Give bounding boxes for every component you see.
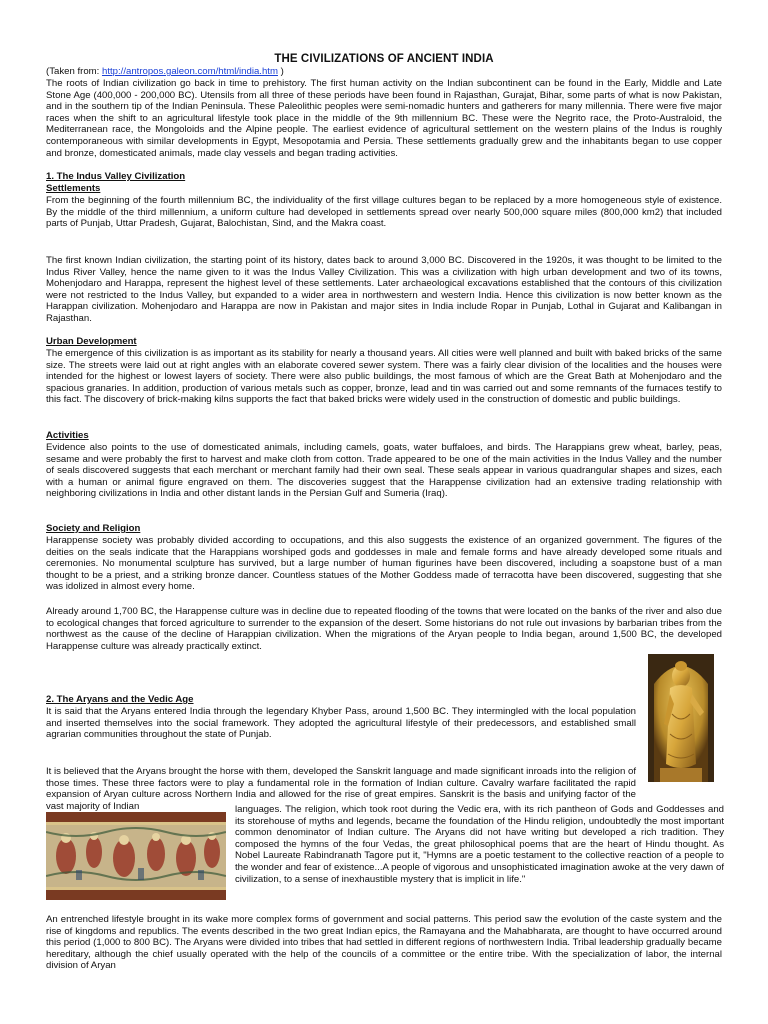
source-line <box>46 66 722 78</box>
settlements-paragraph-2: The first known Indian civilization, the starting point of its history, dates back to around 3,000 BC. Discovered in the 1920s, it was thought to be limited to the Indus River Valley, hence the name given to it was the Indus Valley Civilization. This was a civilization with high urban development and two of its towns, Mohenjodaro and Harappa, represent the highest level of these settlements. Later archaeological excavations established that the contours of this civilization were not restricted to the Indus Valley, but expanded to a wider area in northwestern and western India. Hence this civilization is now better known as the Harappan civilization. Mohenjodaro and Harappa are now in Pakistan and major sites in India include Ropar in Punjab, Lothal in Gujarat and Kalibangan in Rajasthan. <box>46 255 722 324</box>
urban-heading <box>46 336 137 348</box>
aryans-paragraph-1: It is said that the Aryans entered India through the legendary Khyber Pass, around 1,500 BC. They intermingled with the local population and inserted themselves into the social framework. They adopted the agricultural lifestyle of their predecessors, and established small agrarian communities throughout the state of Punjab. <box>46 706 636 741</box>
activities-paragraph: Evidence also points to the use of domesticated animals, including camels, goats, water buffaloes, and birds. The Harappians grew wheat, barley, peas, sesame and were probably the first to harvest and make cloth from cotton. Trade appeared to be one of the main activities in the Indus Valley and the number of seals discovered suggests that each merchant or merchant family had their own seal. These seals appear in various quadrangular shapes and sizes, each with a human or animal figure engraved on them. The discoveries suggest that the Harappense civilization had an extensive trading relationship with neighboring civilizations in India and other distant lands in the Persian Gulf and Sumeria (Iraq). <box>46 442 722 500</box>
entrenched-paragraph: An entrenched lifestyle brought in its wake more complex forms of government and social patterns. This period saw the evolution of the caste system and the rise of kingdoms and republics. The events described in the two great Indian epics, the Ramayana and the Mahabharata, are thought to have occurred around this period (1,000 to 800 BC). The Aryans were divided into tribes that had settled in different regions of northwestern India. Tribal leadership gradually became hereditary, although the chief usually operated with the help of the councils of a committee or the entire tribe. With the specialization of labor, the internal division of Aryan <box>46 914 722 972</box>
society-paragraph: Harappense society was probably divided according to occupations, and this also suggests the existence of an organized government. The figures of the deities on the seals indicate that the Harappians worshiped gods and goddesses in male and female forms and have already developed some rituals and ceremonies. No monumental sculpture has survived, but a large number of human figurines have been discovered, including a soapstone bust of a man thought to be a priest, and a striking bronze dancer. Countless statues of the Mother Goddess made of terracotta have been discovered, suggesting that she was idolized in almost every home. <box>46 535 722 593</box>
buddha-statue-graphic <box>648 654 714 782</box>
activities-heading <box>46 430 89 442</box>
urban-heading-text: Urban Development <box>46 336 137 347</box>
settlements-heading <box>46 183 100 195</box>
aryans-paragraph-2-top: It is believed that the Aryans brought the horse with them, developed the Sanskrit language and made significant inroads into the religion of those times. These three factors were to play a fundamental role in the formation of Indian culture. Cavalry warfare facilitated the rapid expansion of Aryan culture across Northern India and allowed for the rise of great empires. Sanskrit is the basis and unifying factor of the vast majority of Indian <box>46 766 636 812</box>
settlements-heading-text: Settlements <box>46 183 101 194</box>
section1-heading <box>46 171 185 183</box>
activities-heading-text: Activities <box>46 430 89 441</box>
society-heading-text: Society and Religion <box>46 523 141 534</box>
society-heading <box>46 523 140 535</box>
painted-panel-image <box>46 812 226 900</box>
settlements-paragraph-1: From the beginning of the fourth millennium BC, the individuality of the first village cultures began to be replaced by a more homogeneous style of existence. By the middle of the third millennium, a uniform culture had developed in settlements spread over nearly 500,000 square miles (800,000 km2) that included parts of Punjab, Uttar Pradesh, Gujarat, Balochistan, Sind, and the Makra coast. <box>46 195 722 230</box>
source-link[interactable]: http://antropos.galeon.com/html/india.htm <box>101 66 278 77</box>
decline-paragraph: Already around 1,700 BC, the Harappense culture was in decline due to repeated flooding of the towns that were located on the banks of the river and also due to ecological changes that forced agriculture to surrender to the expansion of the desert. Some historians do not rule out invasions by barbarian tribes from the northwest as the cause of the decline of Harappian civilization. When the migrations of the Aryan people to India began, around 1,500 BC, the developed Harappense culture was already practically extinct. <box>46 606 722 652</box>
painted-panel-graphic <box>46 812 226 900</box>
buddha-statue-image <box>648 654 714 782</box>
section2-heading-text: 2. The Aryans and the Vedic Age <box>46 694 194 705</box>
page-title: THE CIVILIZATIONS OF ANCIENT INDIA <box>274 53 494 65</box>
intro-paragraph: The roots of Indian civilization go back in time to prehistory. The first human activity on the Indian subcontinent can be found in the Early, Middle and Late Stone Age (400,000 - 200,000 BC). Utensils from all three of these periods have been found in Rajasthan, Gurajat, Bihar, some parts of what is now Pakistan, and in the southern tip of the Indian Peninsula. These Paleolithic peoples were semi-nomadic hunters and gatherers for many millennia. There were five major races when the shift to an agricultural lifestyle took place in the middle of the 9th millennium BC. These were the Negrito race, the Proto-Australoid, the Mediterranean race, the Mongoloids and the Alpine people. The earliest evidence of agricultural settlement on the western plains of the Indus is roughly contemporaneous with similar developments in Egypt, Mesopotamia and Persia. These settlements gradually grew and the inhabitants began to use copper and bronze, domesticated animals, made clay vessels and began trading activities. <box>46 78 722 159</box>
source-suffix: ) <box>277 66 284 77</box>
urban-paragraph: The emergence of this civilization is as important as its stability for nearly a thousand years. All cities were well planned and built with baked bricks of the same size. The streets were laid out at right angles with an elaborate covered sewer system. There was a fairly clear division of the localities and the houses were intended for the highest or lowest layers of society. There were also public buildings, the most famous of which are the Great Bath at Mohenjodaro and the spacious granaries. In addition, production of various metals such as copper, bronze, lead and tin was carried out and some remnants of the furnaces testify to this fact. The discovery of brick-making kilns supports the fact that baked bricks were widely used in the construction of domestic and public buildings. <box>46 348 722 406</box>
section2-heading <box>46 694 194 706</box>
source-prefix: (Taken from: <box>46 66 102 77</box>
section1-heading-text: 1. The Indus Valley Civilization <box>46 171 186 182</box>
aryans-paragraph-2-side: languages. The religion, which took root during the Vedic era, with its rich pantheon of Gods and Goddesses and its storehouse of myths and legends, became the foundation of the Hindu religion, undoubtedly the most important common denominator of Indian culture. The Aryans did not have writing but developed a rich tradition. They composed the hymns of the four Vedas, the great philosophical poems that are the heart of Hindu thought. As Nobel Laureate Rabindranath Tagore put it, "Hymns are a poetic testament to the collective reaction of a people to the wonder and fear of existence...A people of vigorous and unsophisticated imagination awoke at the very dawn of civilization, to a sense of inexhaustible mystery that is implicit in life." <box>235 804 724 885</box>
